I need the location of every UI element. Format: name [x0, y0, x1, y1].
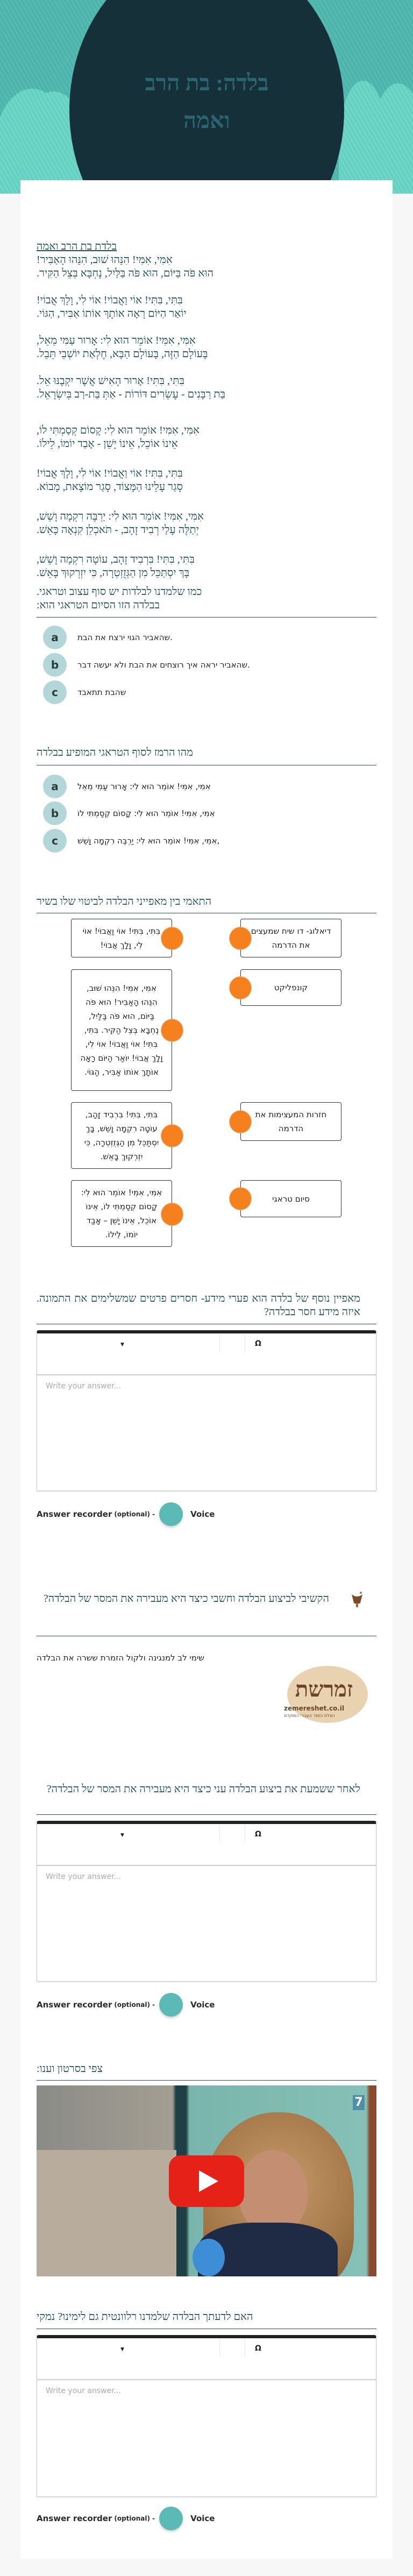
toolbar-separator [219, 1335, 220, 1352]
match-connector-handle[interactable] [161, 1019, 183, 1042]
voice-label: Voice [190, 1509, 215, 1519]
recorder-label: Answer recorder [37, 1509, 112, 1519]
poem-title: בלדת בת הרב ואמה [37, 240, 117, 252]
match-feature-card[interactable]: קונפליקט [240, 969, 341, 1006]
divider [37, 2080, 376, 2081]
option-text: שהבת תתאבד [77, 687, 126, 697]
answer-recorder [37, 2507, 215, 2530]
answer-input[interactable] [37, 1375, 376, 1491]
option-text: אִמִּי, אִמִּי! אוֹמֵר הוּא לִי: אָרוּר עַמִּי מֵאֵל [77, 782, 211, 791]
poem-line: אִמִּי, אִמִּי! אוֹמֵר הוּא לִי: קָסוֹם קְסַמְתִּי לוֹ, [37, 424, 200, 436]
harp-icon [350, 1591, 364, 1608]
option-letter-badge: c [43, 680, 67, 704]
voice-label: Voice [190, 2000, 215, 2010]
option-letter-badge: c [43, 829, 67, 853]
question-7-heading: האם לדעתך הבלדה שלמדנו רלוונטית גם לימינו? נמקי [37, 2311, 253, 2323]
answer-input[interactable] [37, 2380, 376, 2496]
video-frame-microphone [193, 2239, 225, 2276]
format-dropdown[interactable]: ▼ [120, 1342, 124, 1347]
match-connector-handle[interactable] [229, 927, 252, 950]
header-banner [0, 0, 413, 194]
match-connector-handle[interactable] [161, 1124, 183, 1147]
question-5-heading: הקשיבי לביצוע הבלדה וחשבי כיצד היא מעבירה את המסר של הבלדה? [43, 1593, 329, 1605]
logo-wordmark: זמרשת [295, 1677, 353, 1701]
record-button[interactable] [159, 1993, 183, 2017]
question-2-heading: מהו הרמז לסוף הטראגי המופיע בבלדה [37, 747, 193, 758]
poem-line: בָּךְ יִסְתַּכֵּל מִן הַגְּזֻזְטְרָה, כִּי יִזְרְקוּךְ בָּאֵשׁ. [37, 567, 190, 579]
poem-line: סָגַר עָלֵינוּ הַמָּצוֹד, סָגַר מוֹצָאת, מָבוֹא. [37, 481, 183, 493]
video-heading: צפי בסרטון וענו: [37, 2063, 103, 2075]
format-dropdown[interactable]: ▼ [120, 2347, 124, 2352]
logo-tagline: הצלת הזמר העברי המוקדם [284, 1713, 335, 1718]
editor-toolbar [37, 1333, 376, 1375]
answer-editor [37, 1821, 376, 1982]
match-feature-card[interactable]: חזרות המעצימות את הדרמה [240, 1102, 341, 1141]
answer-option[interactable] [43, 774, 211, 799]
match-connector-handle[interactable] [229, 1110, 252, 1133]
poem-line: בִּתִּי, בִּתִּי! אוֹי וַאֲבוֹי! אוֹי לִי, וָלָךְ אֲבוֹי! [37, 294, 183, 306]
special-character-button[interactable]: Ω [255, 1339, 261, 1348]
match-feature-card[interactable]: סיום טראגי [240, 1180, 341, 1217]
special-character-button[interactable]: Ω [255, 2344, 261, 2353]
option-text: ,אִמִּי, אִמִּי! אוֹמֵר הוּא לִי: יַרְבֶּה רִקְמָה וָשֵׁשׁ [77, 836, 220, 846]
match-connector-handle[interactable] [161, 927, 183, 950]
play-button-icon[interactable] [169, 2155, 244, 2207]
question-6-heading: לאחר ששמעת את ביצוע הבלדה עני כיצד היא מעבירה את המסר של הבלדה? [46, 1783, 360, 1795]
question-4-heading: מאפיין נוסף של בלדה הוא פערי מידע- חסרים פרטים שמשלימים את התמונה. איזה מידע חסר בבלדה? [37, 1293, 360, 1318]
title-line: ואמה [183, 109, 230, 133]
logo-url: zemereshet.co.il [284, 1705, 345, 1712]
option-letter-badge: a [43, 775, 67, 798]
answer-option[interactable] [43, 625, 173, 650]
option-text: .שהאביר יראה איך רוצחים את הבת ולא יעשה דבר [77, 660, 250, 670]
match-quote-card[interactable]: אִמִּי, אִמִּי! אוֹמֵר הוּא לִי: קָסוֹם קְסַמְתִּי לוֹ, אֵינוֹ אוֹכֵל, אֵינוֹ יָשֵׁן – אָבַד יוֹמוֹ, לֵילוֹ. [71, 1180, 172, 1247]
record-button[interactable] [159, 1502, 183, 1526]
poem-line: הוּא פֹּה בַּיּוֹם, הוּא פֹּה בַּלַּיִל, נֶחְבָּא בְּצֵל הַקִּיר. [37, 267, 214, 279]
match-quote-card[interactable]: בִּתִּי, בִּתִּי! בִּרְבִיד זָהָב, עוֹטָה רִקְמָה וָשֵׁשׁ, בָּךְ יִסְתַּכֵּל מִן הַגְּזֻזְטְרָה, כִּי יִזְרְקוּךְ בָּאֵשׁ. [71, 1102, 172, 1169]
answer-input[interactable] [37, 1866, 376, 1981]
video-player[interactable] [37, 2085, 376, 2276]
editor-toolbar [37, 2338, 376, 2380]
recorder-optional: (optional) - [114, 2515, 155, 2522]
recorder-label: Answer recorder [37, 2514, 112, 2523]
recorder-optional: (optional) - [114, 2001, 155, 2009]
toolbar-separator [219, 2339, 220, 2357]
poem-line: בבלדה הזו הסיום הטראגי הוא: [37, 599, 160, 611]
poem-line: בַּת רַבָּנִים - עֶשְׂרִים דּוֹרוֹת - אַתְּ בַּת-רַב בְּיִשְׂרָאֵל. [37, 388, 226, 400]
poem-line: אִמִּי, אִמִּי! הִנֵּהוּ שׁוּב, הִנֵּהוּ הָאַבִּיר! [37, 254, 173, 266]
poem-line: בִּתִּי, בִּתִּי! אוֹי וַאֲבוֹי! אוֹי לִי, וָלָךְ אֲבוֹי! [37, 467, 183, 479]
video-frame-wall [37, 2150, 176, 2276]
poem-line: בִּתִּי, בִּתִּי! בִּרְבִיד זָהָב, עוֹטָה רִקְמָה וָשֵׁשׁ, [37, 553, 195, 565]
poem-line: יוֹאַר הַיּוֹם רָאָה אוֹתָךְ אוֹתוֹ אַבִּיר, הַגּוֹי. [37, 308, 187, 320]
match-quote-card[interactable]: אִמִּי, אִמִּי! הִנֵּהוּ שׁוּב, הִנֵּהוּ הָאַבִּיר! הוּא פֹּה בַּיּוֹם, הוּא פֹּה בַּלַּיִל, נֶחְבָּא בְּצֵל הַקִּיר. בִּתִּי, בִּתִּי! אוֹי וַאֲבוֹי! אוֹי לִי, וָלָךְ אֲבוֹי! יוֹאַר הַיּוֹם רָאָה אוֹתָךְ אוֹתוֹ אַבִּיר, הַגּוֹי. [71, 969, 172, 1091]
poem-line: אִמִּי, אִמִּי! אוֹמֵר הוּא לִי: אָרוּר עַמִּי מֵאֵל, [37, 335, 196, 346]
poem-line: כמו שלמדנו לבלדות יש סוף עצוב וטראגי. [37, 586, 202, 598]
answer-option[interactable] [43, 652, 250, 677]
poem-line: יְתַלֶּה עָלַי רְבִיד זָהָב, - תֹּאכְלֵן קִנְאָה כָּאֵשׁ. [37, 524, 200, 536]
match-feature-card[interactable]: דיאלוג- דו שיח שמעצים את הדרמה [240, 919, 341, 957]
channel-badge: 7 [353, 2095, 365, 2110]
option-text: אִמִּי, אִמִּי! אוֹמֵר הוּא לִי: קָסוֹם קְסַמְתִּי לוֹ [77, 808, 215, 818]
format-dropdown[interactable]: ▼ [120, 1833, 124, 1838]
title-line: בלדה: בת הרב [145, 71, 269, 96]
answer-option[interactable] [43, 828, 219, 853]
match-connector-handle[interactable] [229, 1187, 252, 1210]
recorder-label: Answer recorder [37, 2000, 112, 2010]
option-letter-badge: b [43, 801, 67, 825]
divider [37, 1814, 376, 1815]
listening-note: שימי לב למנגינה ולקול הזמרת ששרה את הבלדה [37, 1653, 204, 1663]
answer-recorder [37, 1993, 215, 2017]
answer-option[interactable] [43, 680, 126, 705]
editor-toolbar [37, 1824, 376, 1866]
match-connector-handle[interactable] [229, 976, 252, 999]
voice-label: Voice [190, 2514, 215, 2523]
answer-option[interactable] [43, 801, 215, 826]
special-character-button[interactable]: Ω [255, 1830, 261, 1839]
poem-line: בִּתִּי, בִּתִּי! אָרוּר הָאִישׁ אֲשֶׁר יִקְבֶנּוּ אֵל. [37, 375, 185, 387]
poem-line: אֵינוֹ אוֹכֵל, אֵינוֹ יָשֵׁן - אָבַד יוֹמוֹ, לֵילוֹ. [37, 438, 178, 450]
recorder-optional: (optional) - [114, 1510, 155, 1518]
zemereshet-logo [281, 1666, 367, 1723]
divider [37, 617, 376, 618]
match-quote-card[interactable]: בִּתִּי, בִּתִּי! אוֹי וַאֲבוֹי! אוֹי לִי, וָלָךְ אֲבוֹי! [71, 919, 172, 957]
question-3-heading: התאמי בין מאפייני הבלדה לביטוי שלו בשיר [37, 896, 212, 907]
poem-line: בָּעוֹלָם הַזֶּה, בָּעוֹלָם הַבָּא, חֶלְאַת יוֹשְׁבֵי תֵּבֵל. [37, 348, 208, 360]
toolbar-separator [219, 1825, 220, 1842]
option-text: .שהאביר הגוי ירצח את הבת [77, 633, 173, 642]
option-letter-badge: a [43, 626, 67, 649]
option-letter-badge: b [43, 653, 67, 677]
record-button[interactable] [159, 2507, 183, 2530]
page-title [69, 65, 344, 140]
answer-editor [37, 2335, 376, 2497]
match-connector-handle[interactable] [161, 1203, 183, 1226]
answer-editor [37, 1330, 376, 1491]
poem-line: אִמִּי, אִמִּי! אוֹמֵר הוּא לִי: יַרְבֶּה רִקְמָה וָשֵׁשׁ, [37, 510, 204, 522]
answer-recorder [37, 1502, 215, 1526]
